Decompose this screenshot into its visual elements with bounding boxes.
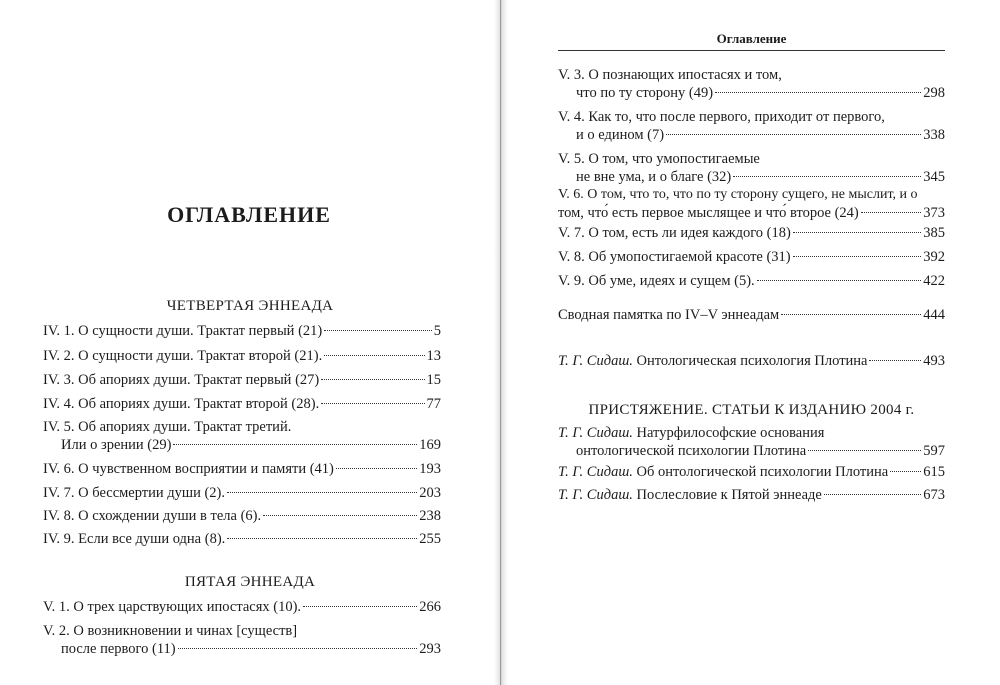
page-number: 266 xyxy=(419,599,441,615)
page-number: 392 xyxy=(923,249,945,265)
toc-entry-essay xyxy=(558,352,945,370)
toc-entry xyxy=(43,484,441,502)
section-heading-appendix: ПРИСТЯЖЕНИЕ. СТАТЬИ К ИЗДАНИЮ 2004 г. xyxy=(588,402,915,418)
entry-text: Сводная памятка по IV–V эннеадам xyxy=(558,307,780,323)
page-number: 293 xyxy=(419,641,441,657)
dot-leader xyxy=(733,176,921,177)
entry-text: IV. 6. О чувственном восприятии и памяти (41) xyxy=(43,461,334,477)
page-number: 493 xyxy=(923,353,945,369)
dot-leader xyxy=(324,330,432,331)
entry-text: Натурфилософские основания xyxy=(636,425,825,441)
entry-text: IV. 2. О сущности души. Трактат второй (21). xyxy=(43,348,323,364)
toc-entry xyxy=(558,108,945,144)
toc-entry xyxy=(558,224,945,242)
page-number: 203 xyxy=(419,485,441,501)
dot-leader xyxy=(715,92,921,93)
entry-text: Об онтологической психологии Плотина xyxy=(636,464,889,480)
dot-leader xyxy=(666,134,921,135)
dot-leader xyxy=(793,232,921,233)
toc-entry xyxy=(43,530,441,548)
entry-text: V. 3. О познающих ипостасях и том, xyxy=(558,67,782,83)
entry-text: V. 6. О том, что то, что по ту сторону сущего, не мыслит, и о xyxy=(558,187,918,202)
page-number: 338 xyxy=(923,127,945,143)
dot-leader xyxy=(227,492,417,493)
dot-leader xyxy=(890,471,921,472)
entry-text: IV. 7. О бессмертии души (2). xyxy=(43,485,225,501)
page-number: 255 xyxy=(419,531,441,547)
page-number: 373 xyxy=(923,205,945,221)
page-number: 345 xyxy=(923,169,945,185)
entry-author: Т. Г. Сидаш. xyxy=(558,487,633,503)
gutter-fold xyxy=(500,0,501,685)
entry-text: V. 7. О том, есть ли идея каждого (18) xyxy=(558,225,791,241)
dot-leader xyxy=(303,606,417,607)
page-number: 422 xyxy=(923,273,945,289)
page-number: 193 xyxy=(419,461,441,477)
dot-leader xyxy=(178,648,418,649)
page-number: 444 xyxy=(923,307,945,323)
dot-leader xyxy=(321,403,424,404)
right-page xyxy=(502,0,1000,685)
toc-entry xyxy=(558,186,945,222)
entry-text: V. 5. О том, что умопостигаемые xyxy=(558,151,760,167)
dot-leader xyxy=(263,515,417,516)
toc-entry xyxy=(43,507,441,525)
toc-entry xyxy=(558,424,945,460)
entry-text-continued: что по ту сторону (49) xyxy=(576,85,714,101)
toc-entry-summary xyxy=(558,306,945,324)
dot-leader xyxy=(227,538,417,539)
toc-entry xyxy=(43,347,441,365)
entry-text-continued: Или о зрении (29) xyxy=(61,437,172,453)
dot-leader xyxy=(861,212,922,213)
toc-entry xyxy=(558,66,945,102)
page-number: 169 xyxy=(419,437,441,453)
section-heading-fourth-ennead: ЧЕТВЕРТАЯ ЭННЕАДА xyxy=(166,298,334,314)
toc-entry xyxy=(558,463,945,481)
entry-author: Т. Г. Сидаш. xyxy=(558,464,633,480)
toc-entry xyxy=(43,460,441,478)
dot-leader xyxy=(781,314,921,315)
dot-leader xyxy=(173,444,417,445)
page-number: 5 xyxy=(433,323,441,339)
section-heading-fifth-ennead: ПЯТАЯ ЭННЕАДА xyxy=(184,574,316,590)
entry-author: Т. Г. Сидаш. xyxy=(558,353,633,369)
page-number: 298 xyxy=(923,85,945,101)
toc-entry xyxy=(43,371,441,389)
toc-entry xyxy=(558,150,945,186)
dot-leader xyxy=(869,360,921,361)
dot-leader xyxy=(336,468,417,469)
running-head-rule xyxy=(558,50,945,51)
page-number: 615 xyxy=(923,464,945,480)
page-number: 673 xyxy=(923,487,945,503)
dot-leader xyxy=(793,256,922,257)
entry-text-continued: и о едином (7) xyxy=(576,127,665,143)
entry-text: IV. 1. О сущности души. Трактат первый (21) xyxy=(43,323,323,339)
entry-author: Т. Г. Сидаш. xyxy=(558,425,633,441)
entry-text: V. 2. О возникновении и чинах [существ] xyxy=(43,623,298,639)
toc-entry xyxy=(558,272,945,290)
dot-leader xyxy=(321,379,424,380)
toc-entry xyxy=(558,486,945,504)
entry-text-continued: после первого (11) xyxy=(61,641,176,657)
dot-leader xyxy=(808,450,921,451)
page-number: 15 xyxy=(426,372,441,388)
entry-text-continued: том, что́ есть первое мыслящее и что́ второе (24) xyxy=(558,205,859,221)
entry-text: IV. 5. Об апориях души. Трактат третий. xyxy=(43,419,292,435)
toc-entry xyxy=(43,418,441,454)
page-number: 238 xyxy=(419,508,441,524)
toc-entry xyxy=(43,395,441,413)
page-number: 385 xyxy=(923,225,945,241)
entry-text: IV. 8. О схождении души в тела (6). xyxy=(43,508,262,524)
page-title: ОГЛАВЛЕНИЕ xyxy=(167,202,331,227)
page-number: 77 xyxy=(426,396,441,412)
entry-text: V. 9. Об уме, идеях и сущем (5). xyxy=(558,273,755,289)
dot-leader xyxy=(324,355,424,356)
entry-text-continued: не вне ума, и о благе (32) xyxy=(576,169,732,185)
entry-text: V. 8. Об умопостигаемой красоте (31) xyxy=(558,249,791,265)
entry-text: IV. 4. Об апориях души. Трактат второй (28). xyxy=(43,396,320,412)
toc-entry xyxy=(43,622,441,658)
dot-leader xyxy=(757,280,922,281)
entry-text: Онтологическая психология Плотина xyxy=(636,353,868,369)
entry-text: IV. 9. Если все души одна (8). xyxy=(43,531,226,547)
page-number: 13 xyxy=(426,348,441,364)
entry-text: V. 1. О трех царствующих ипостасях (10). xyxy=(43,599,302,615)
entry-text-continued: онтологической психологии Плотина xyxy=(576,443,807,459)
page-number: 597 xyxy=(923,443,945,459)
toc-entry xyxy=(558,248,945,266)
entry-text: Послесловие к Пятой эннеаде xyxy=(636,487,822,503)
dot-leader xyxy=(824,494,921,495)
toc-entry xyxy=(43,322,441,340)
toc-entry xyxy=(43,598,441,616)
left-page xyxy=(0,0,498,685)
running-head: Оглавление xyxy=(716,31,787,46)
entry-text: V. 4. Как то, что после первого, приходит от первого, xyxy=(558,109,885,125)
entry-text: IV. 3. Об апориях души. Трактат первый (27) xyxy=(43,372,320,388)
